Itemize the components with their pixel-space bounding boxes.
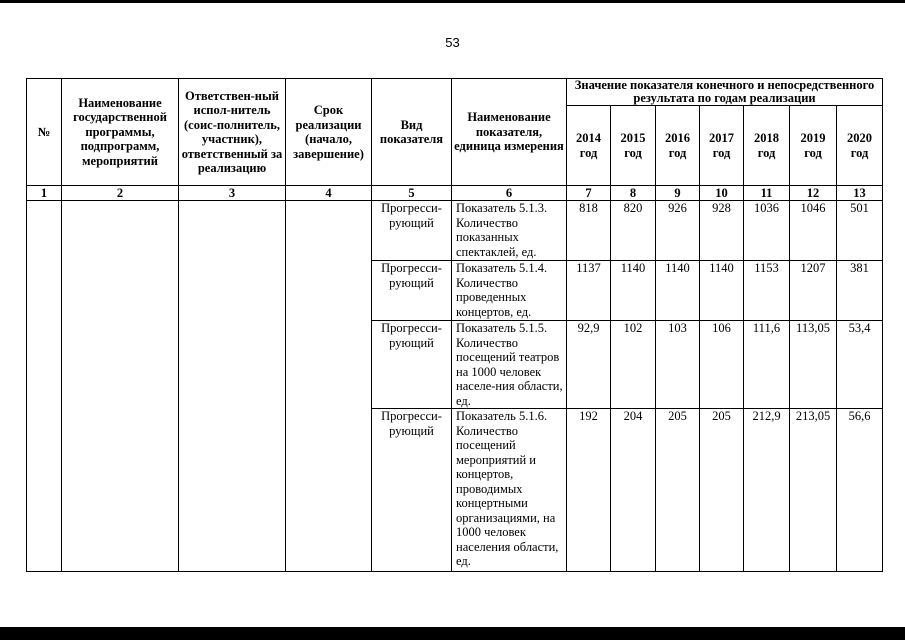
column-number: 6: [452, 186, 567, 201]
executor-cell: [179, 201, 286, 572]
header-program: Наименование государственной программы, подпрограмм, мероприятий: [62, 79, 179, 186]
header-year: 2019 год: [790, 106, 837, 186]
column-number-row: [27, 186, 883, 201]
header-year: 2018 год: [744, 106, 790, 186]
table-row: [27, 201, 883, 261]
header-executor: Ответствен-ный испол-нитель (соис-полнитель, участник), ответственный за реализацию: [179, 79, 286, 186]
value-cell: 1207: [790, 261, 837, 321]
header-period: Срок реализации (начало, завершение): [286, 79, 372, 186]
value-cell: 111,6: [744, 321, 790, 409]
indicator-name-cell: Показатель 5.1.4. Количество проведенных концертов, ед.: [452, 261, 567, 321]
value-cell: 820: [611, 201, 656, 261]
value-cell: 102: [611, 321, 656, 409]
header-year: 2015 год: [611, 106, 656, 186]
value-cell: 212,9: [744, 409, 790, 572]
value-cell: 1153: [744, 261, 790, 321]
header-year: 2014 год: [567, 106, 611, 186]
value-cell: 501: [837, 201, 883, 261]
program-cell: [62, 201, 179, 572]
indicator-type-cell: Прогресси-рующий: [372, 321, 452, 409]
page-number: 53: [445, 35, 460, 50]
header-year: 2020 год: [837, 106, 883, 186]
value-cell: 53,4: [837, 321, 883, 409]
value-cell: 205: [656, 409, 700, 572]
indicator-table: [26, 78, 883, 572]
header-values-group: Значение показателя конечного и непосредственного результата по годам реализации: [567, 79, 883, 106]
value-cell: 926: [656, 201, 700, 261]
indicator-type-cell: Прогресси-рующий: [372, 201, 452, 261]
indicator-name-cell: Показатель 5.1.5. Количество посещений театров на 1000 человек населе-ния области, ед.: [452, 321, 567, 409]
value-cell: 381: [837, 261, 883, 321]
num-cell: [27, 201, 62, 572]
value-cell: 192: [567, 409, 611, 572]
value-cell: 103: [656, 321, 700, 409]
value-cell: 92,9: [567, 321, 611, 409]
column-number: 13: [837, 186, 883, 201]
value-cell: 204: [611, 409, 656, 572]
column-number: 4: [286, 186, 372, 201]
header-indicator-name: Наименование показателя, единица измерения: [452, 79, 567, 186]
column-number: 12: [790, 186, 837, 201]
column-number: 5: [372, 186, 452, 201]
indicator-type-cell: Прогресси-рующий: [372, 261, 452, 321]
value-cell: 818: [567, 201, 611, 261]
value-cell: 1140: [611, 261, 656, 321]
indicator-name-cell: Показатель 5.1.3. Количество показанных спектаклей, ед.: [452, 201, 567, 261]
value-cell: 1140: [700, 261, 744, 321]
column-number: 3: [179, 186, 286, 201]
column-number: 8: [611, 186, 656, 201]
value-cell: 1046: [790, 201, 837, 261]
value-cell: 1036: [744, 201, 790, 261]
column-number: 11: [744, 186, 790, 201]
value-cell: 56,6: [837, 409, 883, 572]
value-cell: 1137: [567, 261, 611, 321]
value-cell: 106: [700, 321, 744, 409]
value-cell: 213,05: [790, 409, 837, 572]
indicator-type-cell: Прогресси-рующий: [372, 409, 452, 572]
header-num: №: [27, 79, 62, 186]
column-number: 7: [567, 186, 611, 201]
column-number: 10: [700, 186, 744, 201]
scan-top-edge: [0, 0, 905, 3]
indicator-name-cell: Показатель 5.1.6. Количество посещений мероприятий и концертов, проводимых концертными организациями, на 1000 человек населения области, ед.: [452, 409, 567, 572]
header-indicator-type: Вид показателя: [372, 79, 452, 186]
value-cell: 113,05: [790, 321, 837, 409]
header-year: 2017 год: [700, 106, 744, 186]
value-cell: 928: [700, 201, 744, 261]
column-number: 2: [62, 186, 179, 201]
period-cell: [286, 201, 372, 572]
scan-bottom-edge: [0, 627, 905, 640]
value-cell: 205: [700, 409, 744, 572]
header-year: 2016 год: [656, 106, 700, 186]
column-number: 1: [27, 186, 62, 201]
value-cell: 1140: [656, 261, 700, 321]
column-number: 9: [656, 186, 700, 201]
